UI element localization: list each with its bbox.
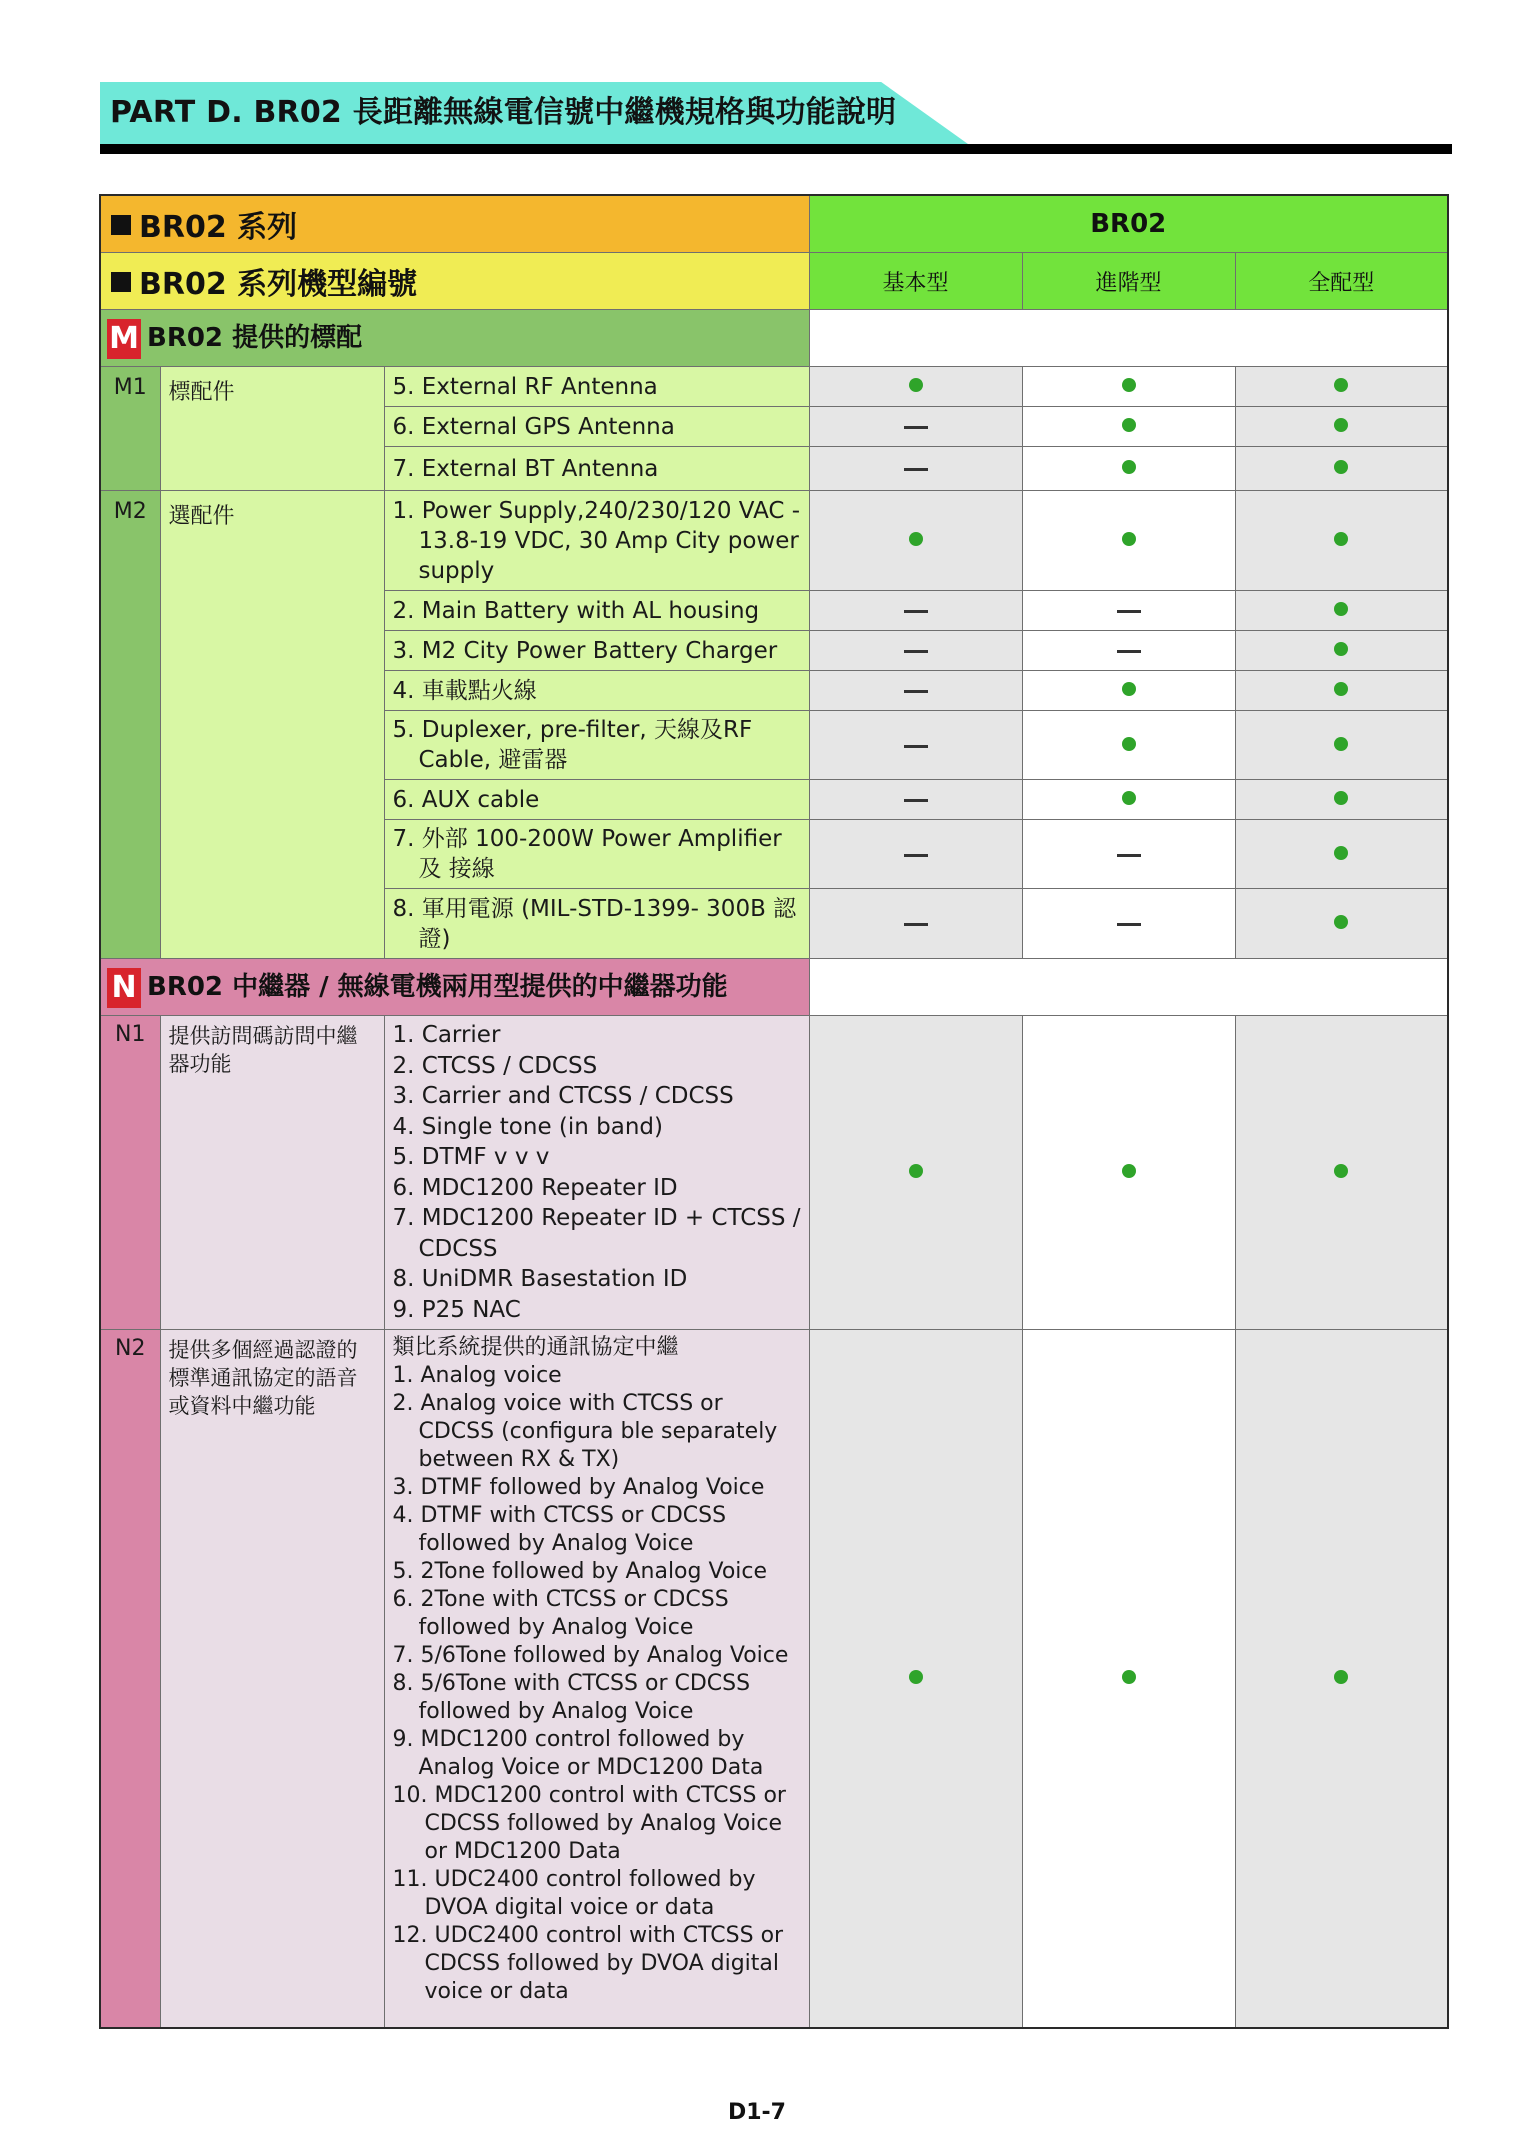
section-title: BR02 中繼器 / 無線電機兩用型提供的中繼器功能 xyxy=(147,972,728,1003)
green-dot-icon xyxy=(1334,846,1348,860)
dash-icon xyxy=(904,854,928,857)
value-cell xyxy=(809,631,1022,671)
green-dot-icon xyxy=(1334,642,1348,656)
model-basic: 基本型 xyxy=(809,253,1022,310)
item-text-cell xyxy=(384,447,809,491)
section-blank-cell xyxy=(809,310,1448,367)
group-name: 選配件 xyxy=(160,491,384,959)
value-cell xyxy=(809,820,1022,889)
value-cell xyxy=(1235,820,1448,889)
green-dot-icon xyxy=(1334,378,1348,392)
section-n-row xyxy=(100,959,1448,1016)
spec-table xyxy=(99,194,1449,2029)
item-text: 7. External BT Antenna xyxy=(392,455,659,482)
value-cell xyxy=(1022,591,1235,631)
item-text-cell xyxy=(384,491,809,591)
value-cell xyxy=(1022,1330,1235,2028)
list-item: 1. Carrier xyxy=(392,1022,501,1048)
item-text-cell xyxy=(384,407,809,447)
list-item: 5. DTMF v v v xyxy=(392,1144,550,1170)
value-cell xyxy=(809,447,1022,491)
model-label-cell xyxy=(100,253,809,310)
list-item: 5. 2Tone followed by Analog Voice xyxy=(392,1559,768,1584)
value-cell xyxy=(1022,780,1235,820)
item-text: 5. External RF Antenna xyxy=(392,373,658,400)
table-row xyxy=(100,491,1448,591)
section-title: BR02 提供的標配 xyxy=(147,323,363,354)
green-dot-icon xyxy=(1122,1670,1136,1684)
green-dot-icon xyxy=(1122,532,1136,546)
dash-icon xyxy=(904,426,928,429)
group-name: 提供訪問碼訪問中繼器功能 xyxy=(160,1016,384,1330)
green-dot-icon xyxy=(1334,1164,1348,1178)
list-item: 12. UDC2400 control with CTCSS or CDCSS followed by DVOA digital voice or data xyxy=(392,1923,784,2004)
value-cell xyxy=(1235,671,1448,711)
green-dot-icon xyxy=(909,1670,923,1684)
value-cell xyxy=(809,1016,1022,1330)
square-bullet-icon xyxy=(111,272,131,292)
list-item: 7. MDC1200 Repeater ID + CTCSS / CDCSS xyxy=(392,1205,801,1262)
dash-icon xyxy=(1117,610,1141,613)
table-row xyxy=(100,1330,1448,2028)
green-dot-icon xyxy=(909,532,923,546)
item-text: 8. 軍用電源 (MIL-STD-1399- 300B 認 證) xyxy=(392,895,797,952)
green-dot-icon xyxy=(1334,791,1348,805)
list-item: 6. MDC1200 Repeater ID xyxy=(392,1174,678,1201)
section-blank-cell xyxy=(809,959,1448,1016)
value-cell xyxy=(809,407,1022,447)
item-text: 6. AUX cable xyxy=(392,786,540,813)
dash-icon xyxy=(1117,854,1141,857)
value-cell xyxy=(809,1330,1022,2028)
value-cell xyxy=(809,671,1022,711)
green-dot-icon xyxy=(1122,791,1136,805)
value-cell xyxy=(1235,889,1448,959)
model-row xyxy=(100,253,1448,310)
value-cell xyxy=(809,889,1022,959)
item-list-cell xyxy=(384,1016,809,1330)
list-item: 2. Analog voice with CTCSS or CDCSS (configura ble separately between RX & TX) xyxy=(392,1391,778,1472)
section-badge: N xyxy=(107,968,141,1008)
model-full: 全配型 xyxy=(1235,253,1448,310)
green-dot-icon xyxy=(1122,737,1136,751)
value-cell xyxy=(1022,447,1235,491)
value-cell xyxy=(1235,711,1448,780)
item-text: 5. Duplexer, pre-filter, 天線及RF Cable, 避雷器 xyxy=(392,717,753,773)
value-cell xyxy=(1235,591,1448,631)
table-row xyxy=(100,1016,1448,1330)
value-cell xyxy=(809,367,1022,407)
value-cell xyxy=(1022,711,1235,780)
series-value: BR02 xyxy=(1090,209,1167,239)
value-cell xyxy=(1235,1330,1448,2028)
group-id: N2 xyxy=(100,1330,160,2028)
green-dot-icon xyxy=(1122,1164,1136,1178)
green-dot-icon xyxy=(909,378,923,392)
list-item: 3. DTMF followed by Analog Voice xyxy=(392,1475,765,1500)
dash-icon xyxy=(904,650,928,653)
page-title: PART D. BR02 長距離無線電信號中繼機規格與功能說明 xyxy=(110,95,897,130)
list-item: 6. 2Tone with CTCSS or CDCSS followed by Analog Voice xyxy=(392,1587,729,1640)
list-item: 4. DTMF with CTCSS or CDCSS followed by Analog Voice xyxy=(392,1503,727,1556)
list-item: 4. Single tone (in band) xyxy=(392,1113,663,1140)
header-rule xyxy=(100,144,1452,154)
section-n-title-cell xyxy=(100,959,809,1016)
group-name: 提供多個經過認證的標準通訊協定的語音或資料中繼功能 xyxy=(160,1330,384,2028)
value-cell xyxy=(1235,631,1448,671)
item-text-cell xyxy=(384,631,809,671)
list-item: 8. 5/6Tone with CTCSS or CDCSS followed by Analog Voice xyxy=(392,1671,751,1724)
dash-icon xyxy=(1117,650,1141,653)
group-id: M2 xyxy=(100,491,160,959)
value-cell xyxy=(809,591,1022,631)
model-label: BR02 系列機型編號 xyxy=(139,267,418,302)
series-label: BR02 系列 xyxy=(139,210,298,245)
list-item: 7. 5/6Tone followed by Analog Voice xyxy=(392,1643,789,1668)
table-row xyxy=(100,367,1448,407)
model-advanced: 進階型 xyxy=(1022,253,1235,310)
value-cell xyxy=(1235,780,1448,820)
item-list-cell xyxy=(384,1330,809,2028)
green-dot-icon xyxy=(1122,378,1136,392)
list-item: 9. MDC1200 control followed by Analog Voice or MDC1200 Data xyxy=(392,1727,764,1780)
dash-icon xyxy=(904,690,928,693)
item-text-cell xyxy=(384,820,809,889)
item-text-cell xyxy=(384,591,809,631)
value-cell xyxy=(809,711,1022,780)
green-dot-icon xyxy=(1334,418,1348,432)
green-dot-icon xyxy=(1334,1670,1348,1684)
green-dot-icon xyxy=(909,1164,923,1178)
item-text: 6. External GPS Antenna xyxy=(392,413,675,440)
value-cell xyxy=(1235,447,1448,491)
section-m-row xyxy=(100,310,1448,367)
dash-icon xyxy=(1117,923,1141,926)
value-cell xyxy=(1022,367,1235,407)
item-text: 2. Main Battery with AL housing xyxy=(392,597,760,624)
item-list-heading: 類比系統提供的通訊協定中繼 xyxy=(392,1335,679,1360)
series-row xyxy=(100,195,1448,253)
series-value-cell xyxy=(809,195,1448,253)
list-item: 8. UniDMR Basestation ID xyxy=(392,1266,688,1292)
item-text-cell xyxy=(384,671,809,711)
series-label-cell xyxy=(100,195,809,253)
dash-icon xyxy=(904,923,928,926)
value-cell xyxy=(1235,407,1448,447)
green-dot-icon xyxy=(1122,418,1136,432)
value-cell xyxy=(1022,671,1235,711)
value-cell xyxy=(1022,820,1235,889)
value-cell xyxy=(809,491,1022,591)
item-text: 7. 外部 100-200W Power Amplifier 及 接線 xyxy=(392,826,782,882)
square-bullet-icon xyxy=(111,215,131,235)
item-text-cell xyxy=(384,367,809,407)
group-id: N1 xyxy=(100,1016,160,1330)
green-dot-icon xyxy=(1122,682,1136,696)
value-cell xyxy=(1235,491,1448,591)
dash-icon xyxy=(904,799,928,802)
value-cell xyxy=(1235,1016,1448,1330)
value-cell xyxy=(1235,367,1448,407)
item-text-cell xyxy=(384,711,809,780)
section-m-title-cell xyxy=(100,310,809,367)
value-cell xyxy=(1022,407,1235,447)
page-header xyxy=(100,82,968,144)
item-text: 4. 車載點火線 xyxy=(392,677,537,704)
green-dot-icon xyxy=(1334,682,1348,696)
page-number: D1-7 xyxy=(727,2100,786,2125)
item-text: 1. Power Supply,240/230/120 VAC - 13.8-19 VDC, 30 Amp City power supply xyxy=(392,497,801,584)
green-dot-icon xyxy=(1122,460,1136,474)
green-dot-icon xyxy=(1334,915,1348,929)
list-item: 1. Analog voice xyxy=(392,1363,562,1388)
dash-icon xyxy=(904,745,928,748)
group-id: M1 xyxy=(100,367,160,491)
green-dot-icon xyxy=(1334,532,1348,546)
list-item: 9. P25 NAC xyxy=(392,1296,521,1323)
list-item: 11. UDC2400 control followed by DVOA digital voice or data xyxy=(392,1867,756,1920)
section-badge: M xyxy=(107,319,141,359)
green-dot-icon xyxy=(1334,460,1348,474)
list-item: 3. Carrier and CTCSS / CDCSS xyxy=(392,1083,734,1109)
list-item: 2. CTCSS / CDCSS xyxy=(392,1052,598,1079)
dash-icon xyxy=(904,468,928,471)
group-name: 標配件 xyxy=(160,367,384,491)
value-cell xyxy=(1022,491,1235,591)
list-item: 10. MDC1200 control with CTCSS or CDCSS followed by Analog Voice or MDC1200 Data xyxy=(392,1783,786,1864)
item-text-cell xyxy=(384,889,809,959)
green-dot-icon xyxy=(1334,737,1348,751)
value-cell xyxy=(1022,889,1235,959)
item-text: 3. M2 City Power Battery Charger xyxy=(392,637,778,664)
value-cell xyxy=(809,780,1022,820)
value-cell xyxy=(1022,1016,1235,1330)
item-text-cell xyxy=(384,780,809,820)
value-cell xyxy=(1022,631,1235,671)
green-dot-icon xyxy=(1334,602,1348,616)
dash-icon xyxy=(904,610,928,613)
